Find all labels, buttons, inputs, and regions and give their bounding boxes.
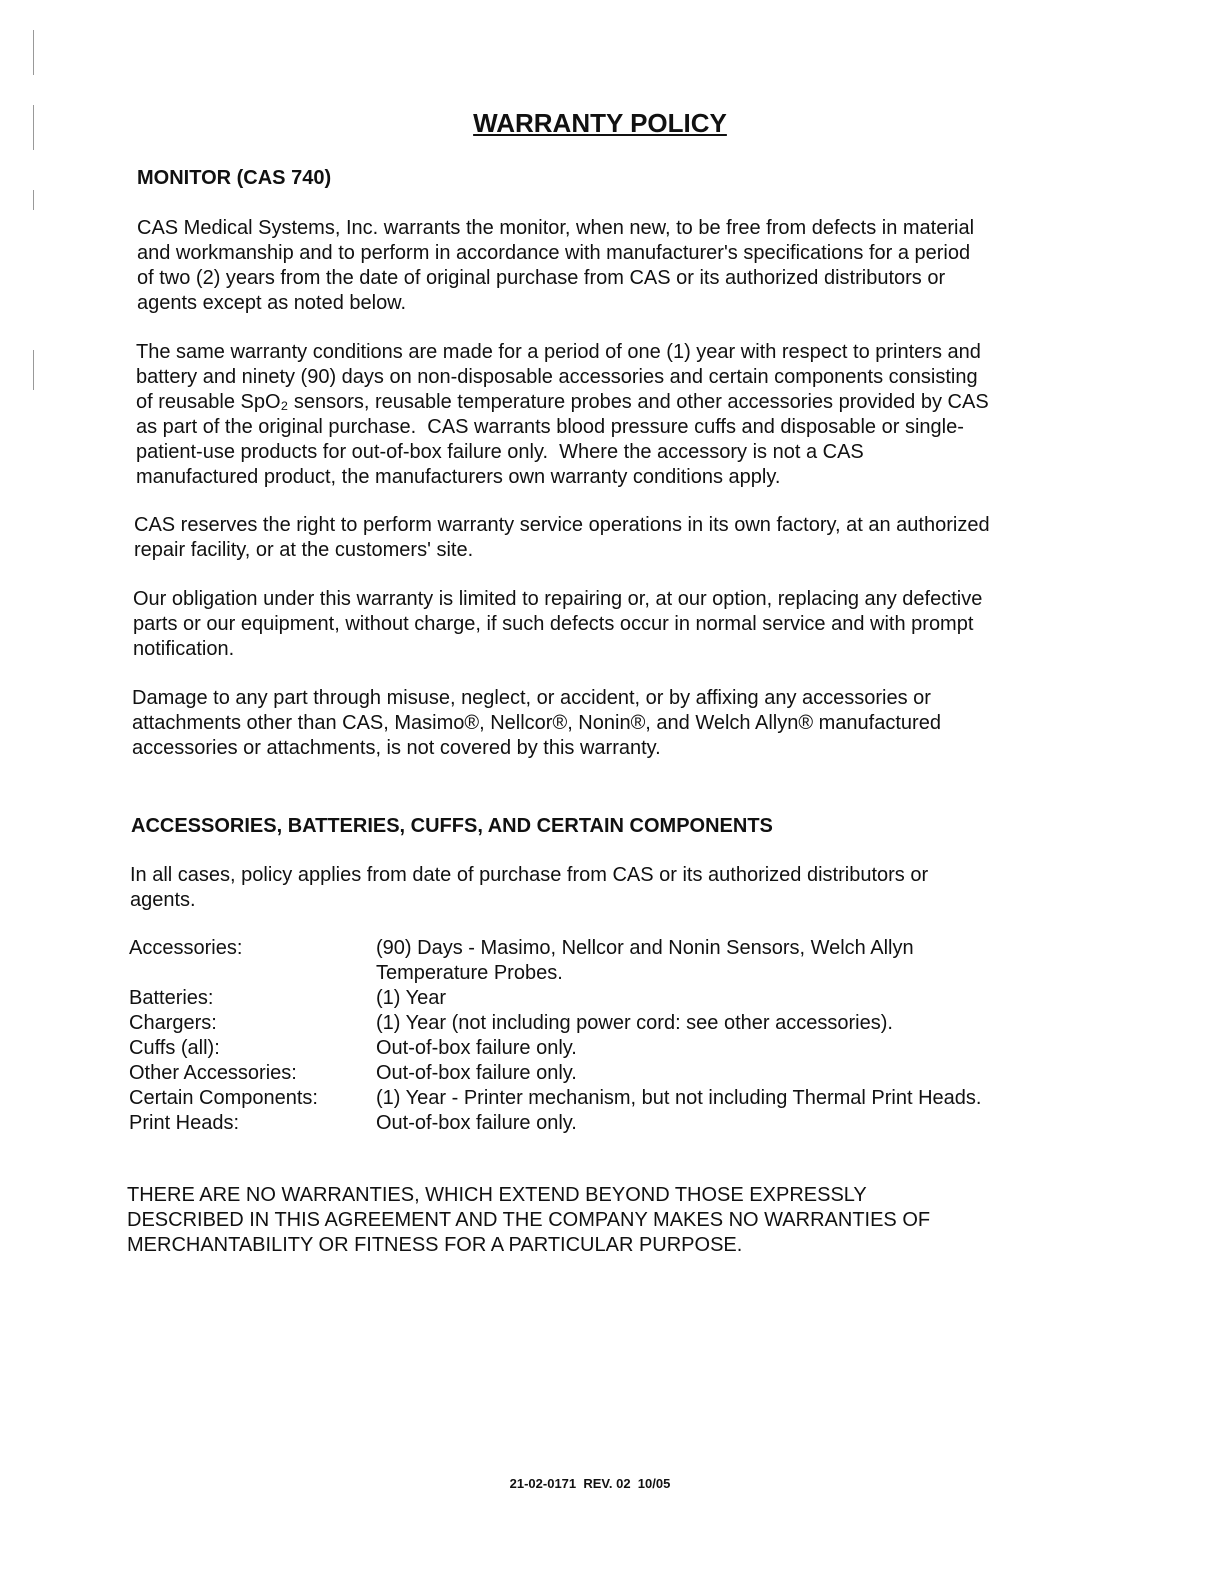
- text-line: patient-use products for out-of-box failure only. Where the accessory is not a CAS: [136, 441, 864, 463]
- text-line: parts or our equipment, without charge, if such defects occur in normal service and with prompt: [133, 613, 974, 635]
- row-label: Chargers:: [129, 1012, 217, 1034]
- row-value: Temperature Probes.: [376, 962, 563, 984]
- table-row: [129, 1111, 981, 1136]
- paragraph-obligation: [133, 587, 982, 662]
- scan-margin-mark: [33, 190, 34, 210]
- paragraph-service-location: [134, 513, 990, 563]
- text-line: Our obligation under this warranty is limited to repairing or, at our option, replacing any defective: [133, 588, 983, 610]
- row-label: Accessories:: [129, 937, 243, 959]
- row-value: (1) Year (not including power cord: see other accessories).: [376, 1012, 893, 1034]
- row-value: Out-of-box failure only.: [376, 1112, 577, 1134]
- warranty-periods-table: [129, 936, 981, 1136]
- text-line: Damage to any part through misuse, neglect, or accident, or by affixing any accessories or: [132, 687, 931, 709]
- text-line: of two (2) years from the date of original purchase from CAS or its authorized distributors or: [137, 267, 946, 289]
- text-line: agents.: [130, 889, 196, 911]
- text-line: notification.: [133, 638, 235, 660]
- table-row: [129, 1011, 981, 1036]
- table-row: [129, 961, 981, 986]
- table-row: [129, 936, 981, 961]
- paragraph-warranty-terms: [137, 216, 974, 316]
- text-line: CAS reserves the right to perform warranty service operations in its own factory, at an authorized: [134, 514, 990, 536]
- table-row: [129, 986, 981, 1011]
- paragraph-accessory-terms: [136, 340, 989, 490]
- scan-margin-mark: [33, 30, 34, 75]
- table-row: [129, 1086, 981, 1111]
- text-line: MERCHANTABILITY OR FITNESS FOR A PARTICULAR PURPOSE.: [127, 1234, 743, 1256]
- row-label: Other Accessories:: [129, 1062, 297, 1084]
- row-label: Cuffs (all):: [129, 1037, 220, 1059]
- row-label-empty: [129, 961, 376, 986]
- row-label: Certain Components:: [129, 1087, 318, 1109]
- text-line: of reusable SpO₂ sensors, reusable temperature probes and other accessories provided by CAS: [136, 391, 989, 413]
- paragraph-policy-scope: [130, 863, 928, 913]
- table-row: [129, 1061, 981, 1086]
- row-value: (90) Days - Masimo, Nellcor and Nonin Sensors, Welch Allyn: [376, 937, 914, 959]
- document-revision-footer: 21-02-0171 REV. 02 10/05: [509, 1476, 671, 1491]
- text-line: manufactured product, the manufacturers own warranty conditions apply.: [136, 466, 781, 488]
- page-title: WARRANTY POLICY: [473, 108, 727, 138]
- row-value: Out-of-box failure only.: [376, 1062, 577, 1084]
- text-line: CAS Medical Systems, Inc. warrants the monitor, when new, to be free from defects in material: [137, 217, 975, 239]
- table-row: [129, 1036, 981, 1061]
- text-line: agents except as noted below.: [137, 292, 407, 314]
- text-line: accessories or attachments, is not covered by this warranty.: [132, 737, 661, 759]
- section-heading-monitor: MONITOR (CAS 740): [137, 167, 332, 189]
- scan-margin-mark: [33, 350, 34, 390]
- row-value: Out-of-box failure only.: [376, 1037, 577, 1059]
- paragraph-damage-exclusion: [132, 686, 941, 761]
- text-line: as part of the original purchase. CAS warrants blood pressure cuffs and disposable or single-: [136, 416, 964, 438]
- text-line: DESCRIBED IN THIS AGREEMENT AND THE COMPANY MAKES NO WARRANTIES OF: [127, 1209, 931, 1231]
- text-line: battery and ninety (90) days on non-disposable accessories and certain components consisting: [136, 366, 978, 388]
- text-line: attachments other than CAS, Masimo®, Nellcor®, Nonin®, and Welch Allyn® manufactured: [132, 712, 941, 734]
- text-line: In all cases, policy applies from date of purchase from CAS or its authorized distributors or: [130, 864, 929, 886]
- text-line: repair facility, or at the customers' site.: [134, 539, 474, 561]
- text-line: and workmanship and to perform in accordance with manufacturer's specifications for a period: [137, 242, 971, 264]
- row-label: Batteries:: [129, 987, 214, 1009]
- row-value: (1) Year: [376, 987, 447, 1009]
- text-line: The same warranty conditions are made for a period of one (1) year with respect to printers and: [136, 341, 981, 363]
- row-label: Print Heads:: [129, 1112, 240, 1134]
- section-heading-accessories: ACCESSORIES, BATTERIES, CUFFS, AND CERTAIN COMPONENTS: [131, 815, 773, 837]
- row-value: (1) Year - Printer mechanism, but not including Thermal Print Heads.: [376, 1087, 982, 1109]
- warranty-disclaimer: [127, 1183, 930, 1258]
- text-line: THERE ARE NO WARRANTIES, WHICH EXTEND BEYOND THOSE EXPRESSLY: [127, 1184, 867, 1206]
